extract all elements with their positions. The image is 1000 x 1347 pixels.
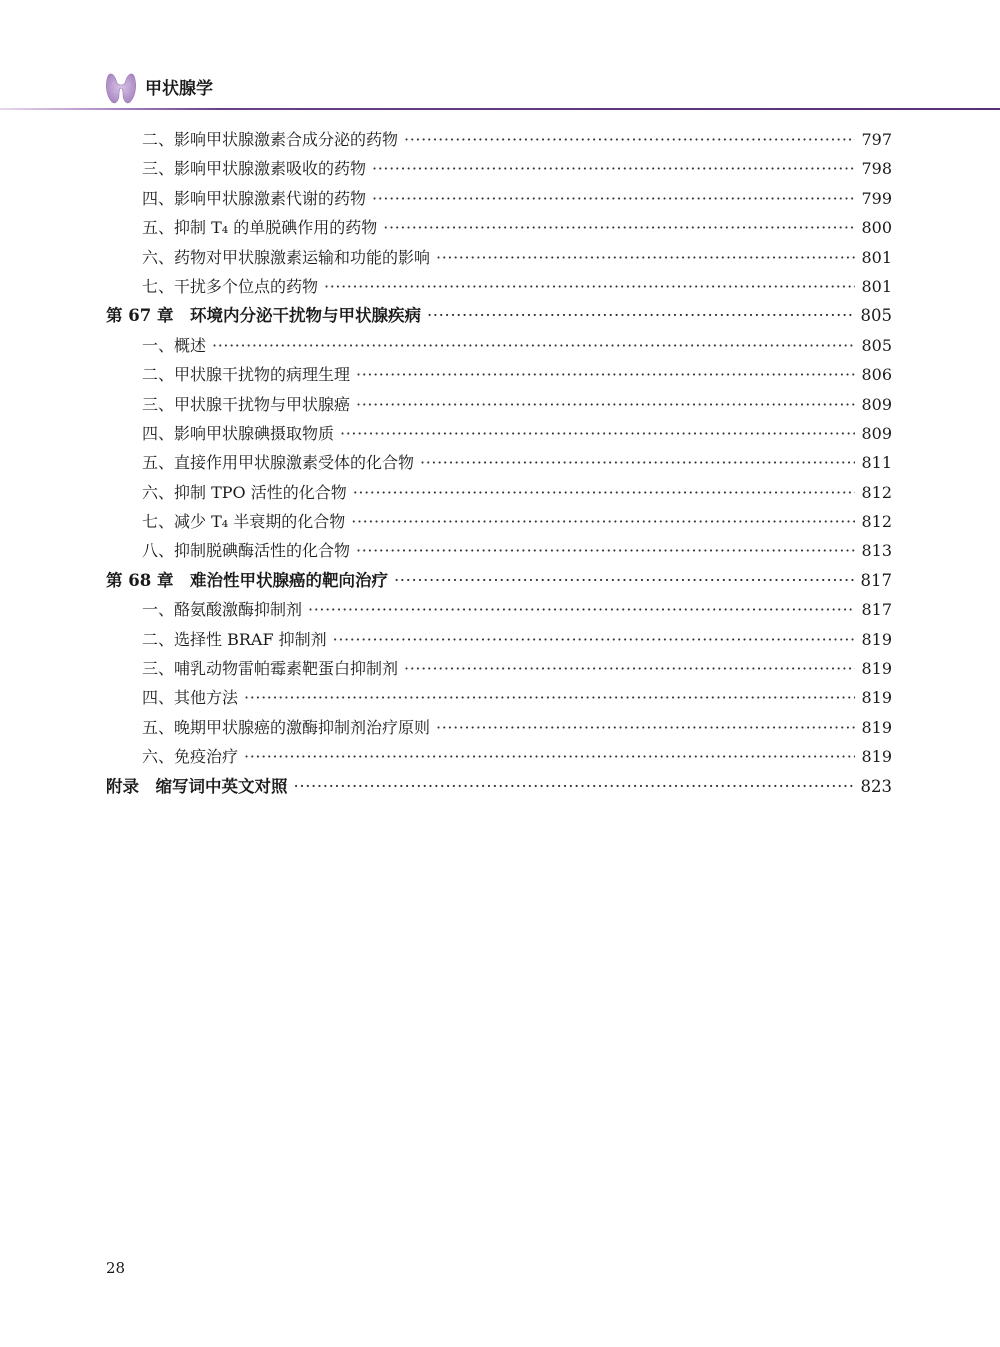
toc-section-entry[interactable] xyxy=(106,683,892,712)
toc-entry-title: 二、甲状腺干扰物的病理生理 xyxy=(142,365,351,385)
toc-entry-title: 七、减少 T₄ 半衰期的化合物 xyxy=(142,512,346,532)
toc-section-entry[interactable] xyxy=(106,595,892,624)
toc-dot-leader xyxy=(244,683,855,712)
toc-page-number: 797 xyxy=(861,130,892,149)
toc-page-number: 819 xyxy=(861,629,892,649)
toc-dot-leader xyxy=(394,566,855,595)
toc-page-number: 812 xyxy=(861,512,892,532)
toc-entry-title: 八、抑制脱碘酶活性的化合物 xyxy=(142,541,351,561)
toc-section-entry[interactable] xyxy=(106,184,892,213)
toc-chapter-entry[interactable] xyxy=(106,566,892,595)
header-divider xyxy=(0,108,1000,110)
toc-entry-title: 五、晚期甲状腺癌的激酶抑制剂治疗原则 xyxy=(142,717,431,737)
toc-chapter-entry[interactable] xyxy=(106,772,892,801)
toc-dot-leader xyxy=(308,595,855,624)
toc-page-number: 799 xyxy=(861,188,892,208)
toc-section-entry[interactable] xyxy=(106,536,892,565)
toc-page-number: 809 xyxy=(861,394,892,414)
toc-dot-leader xyxy=(244,742,855,771)
toc-entry-title: 六、药物对甲状腺激素运输和功能的影响 xyxy=(142,247,431,267)
toc-entry-title: 二、影响甲状腺激素合成分泌的药物 xyxy=(142,130,399,149)
toc-dot-leader xyxy=(383,213,855,242)
toc-entry-title: 五、直接作用甲状腺激素受体的化合物 xyxy=(142,453,415,473)
toc-entry-title: 附录 缩写词中英文对照 xyxy=(106,776,288,796)
toc-dot-leader xyxy=(351,507,855,536)
toc-page-number: 819 xyxy=(861,747,892,767)
toc-page-number: 800 xyxy=(861,218,892,238)
toc-page-number: 801 xyxy=(861,247,892,267)
toc-dot-leader xyxy=(404,125,855,154)
toc-dot-leader xyxy=(436,243,855,272)
toc-page-number: 801 xyxy=(861,276,892,296)
toc-entry-title: 三、影响甲状腺激素吸收的药物 xyxy=(142,159,367,179)
toc-dot-leader xyxy=(372,154,855,183)
toc-entry-title: 第 68 章 难治性甲状腺癌的靶向治疗 xyxy=(106,570,388,590)
toc-entry-title: 第 67 章 环境内分泌干扰物与甲状腺疾病 xyxy=(106,306,421,326)
toc-page-number: 809 xyxy=(861,423,892,443)
thyroid-icon xyxy=(104,70,138,106)
toc-dot-leader xyxy=(353,478,856,507)
toc-section-entry[interactable] xyxy=(106,448,892,477)
toc-section-entry[interactable] xyxy=(106,654,892,683)
toc-entry-title: 三、甲状腺干扰物与甲状腺癌 xyxy=(142,394,351,414)
toc-entry-title: 四、影响甲状腺激素代谢的药物 xyxy=(142,188,367,208)
toc-page-number: 819 xyxy=(861,688,892,708)
toc-dot-leader xyxy=(372,184,855,213)
toc-page-number: 817 xyxy=(861,600,892,620)
toc-section-entry[interactable] xyxy=(106,742,892,771)
toc-entry-title: 六、抑制 TPO 活性的化合物 xyxy=(142,482,347,502)
toc-section-entry[interactable] xyxy=(106,478,892,507)
toc-page-number: 819 xyxy=(861,717,892,737)
toc-dot-leader xyxy=(294,772,855,801)
toc-entry-title: 二、选择性 BRAF 抑制剂 xyxy=(142,629,327,649)
toc-page-number: 805 xyxy=(860,306,892,326)
toc-entry-title: 四、其他方法 xyxy=(142,688,239,708)
toc-dot-leader xyxy=(333,625,856,654)
toc-section-entry[interactable] xyxy=(106,331,892,360)
toc-page-number: 811 xyxy=(861,453,892,473)
toc-entry-title: 五、抑制 T₄ 的单脱碘作用的药物 xyxy=(142,218,378,238)
toc-dot-leader xyxy=(356,536,855,565)
toc-page-number: 806 xyxy=(861,365,892,385)
toc-dot-leader xyxy=(420,448,855,477)
toc-page-number: 813 xyxy=(861,541,892,561)
toc-section-entry[interactable] xyxy=(106,419,892,448)
toc-dot-leader xyxy=(356,360,855,389)
page-header xyxy=(0,0,1000,112)
toc-section-entry[interactable] xyxy=(106,390,892,419)
toc-section-entry[interactable] xyxy=(106,154,892,183)
toc-page-number: 819 xyxy=(861,659,892,679)
toc-entry-title: 六、免疫治疗 xyxy=(142,747,239,767)
toc-page-number: 823 xyxy=(860,776,892,796)
toc-dot-leader xyxy=(212,331,855,360)
page-number: 28 xyxy=(106,1259,126,1277)
toc-page-number: 798 xyxy=(861,159,892,179)
toc-section-entry[interactable] xyxy=(106,213,892,242)
toc-entry-title: 四、影响甲状腺碘摄取物质 xyxy=(142,423,335,443)
toc-dot-leader xyxy=(436,713,855,742)
toc-dot-leader xyxy=(340,419,855,448)
toc-section-entry[interactable] xyxy=(106,125,892,154)
toc-section-entry[interactable] xyxy=(106,272,892,301)
toc-dot-leader xyxy=(404,654,855,683)
toc-dot-leader xyxy=(356,390,855,419)
toc-page-number: 817 xyxy=(860,570,892,590)
toc-section-entry[interactable] xyxy=(106,507,892,536)
toc-section-entry[interactable] xyxy=(106,713,892,742)
toc-page-number: 805 xyxy=(861,335,892,355)
toc-entry-title: 一、概述 xyxy=(142,335,207,355)
book-title: 甲状腺学 xyxy=(145,79,213,99)
toc-chapter-entry[interactable] xyxy=(106,301,892,330)
toc-entry-title: 三、哺乳动物雷帕霉素靶蛋白抑制剂 xyxy=(142,659,399,679)
toc-section-entry[interactable] xyxy=(106,625,892,654)
toc-section-entry[interactable] xyxy=(106,360,892,389)
toc-section-entry[interactable] xyxy=(106,243,892,272)
toc-page-number: 812 xyxy=(861,482,892,502)
toc-dot-leader xyxy=(324,272,855,301)
toc-dot-leader xyxy=(427,301,855,330)
table-of-contents xyxy=(106,125,892,801)
toc-entry-title: 七、干扰多个位点的药物 xyxy=(142,276,319,296)
toc-entry-title: 一、酪氨酸激酶抑制剂 xyxy=(142,600,303,620)
